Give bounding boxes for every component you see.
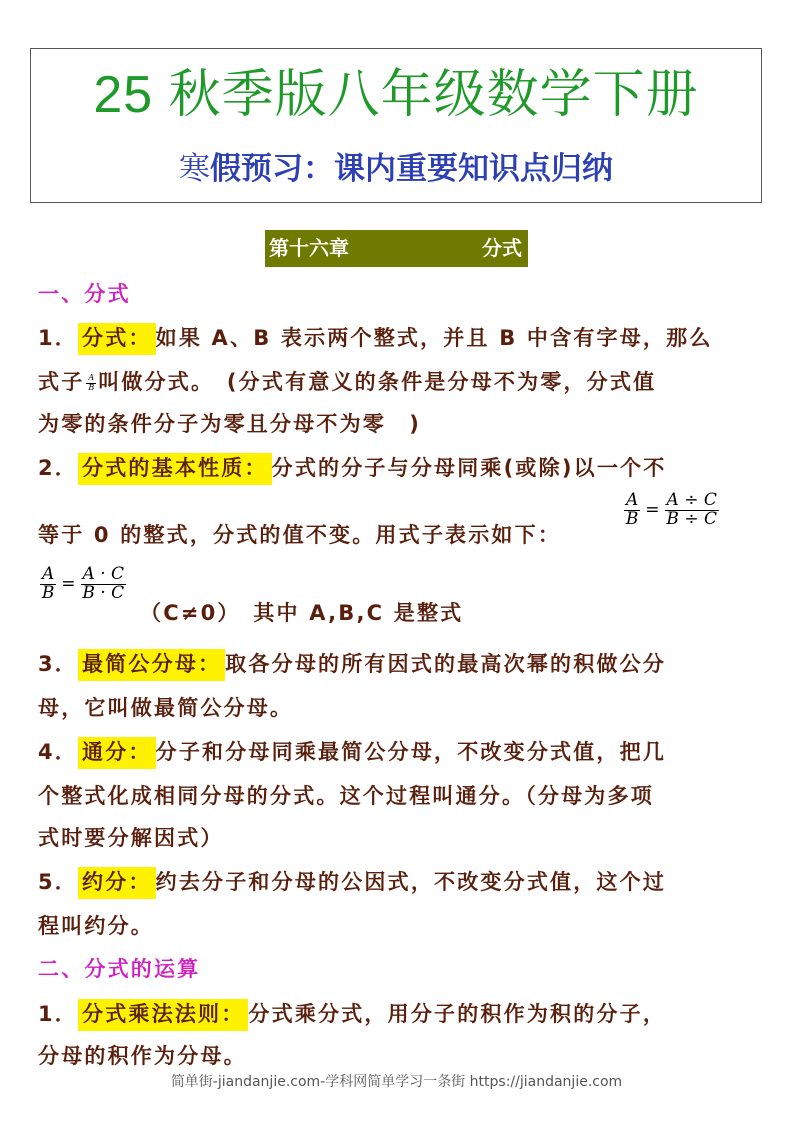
item4-number: 4． [38, 740, 79, 764]
frac-denominator: B [41, 582, 55, 603]
item1-text1: 如果 A、B 表示两个整式，并且 B 中含有字母，那么 [155, 326, 713, 350]
item1-line2 [38, 366, 656, 398]
item3-number: 3． [38, 652, 79, 676]
title-box [30, 48, 762, 203]
item6-number: 1． [38, 1002, 79, 1026]
page-footer: 简单街-jiandanjie.com-学科网简单学习一条街 https://jiandanjie.com [170, 1074, 623, 1090]
frac-denominator: B · C [82, 582, 125, 603]
section-heading-fractions: 一、分式 [38, 282, 131, 306]
item6-line2: 分母的积作为分母。 [38, 1044, 247, 1068]
item2-number: 2． [38, 456, 79, 480]
item1-line1 [38, 322, 713, 354]
tiny-frac-numerator: A [88, 373, 95, 383]
frac-denominator: B ÷ C [666, 508, 717, 529]
equals-sign: = [645, 500, 660, 521]
item1-line3: 为零的条件分子为零且分母不为零 ) [38, 412, 421, 436]
tiny-fraction-a-over-b [86, 374, 96, 392]
frac-a-over-b [40, 566, 56, 603]
item3-text1: 取各分母的所有因式的最高次幂的积做公分 [225, 652, 667, 676]
frac-adivc-over-bdivc [665, 492, 719, 529]
item6-label: 分式乘法法则： [78, 999, 248, 1031]
item3-line2: 母，它叫做最简公分母。 [38, 696, 294, 720]
chapter-name: 分式 [482, 236, 522, 260]
item5-line2: 程叫约分。 [38, 914, 154, 938]
item4-line3: 式时要分解因式） [38, 826, 224, 850]
item1-text2-post: 叫做分式。 (分式有意义的条件是分母不为零，分式值 [98, 370, 657, 394]
item4-text1: 分子和分母同乘最简公分母，不改变分式值，把几 [155, 740, 667, 764]
subtitle-first-char: 寒 [179, 151, 210, 187]
chapter-number: 第十六章 [269, 236, 349, 260]
frac-numerator: A [626, 490, 639, 510]
tiny-frac-denominator: B [88, 382, 95, 392]
item1-label: 分式： [78, 323, 156, 355]
item5-label: 约分： [78, 867, 156, 899]
frac-denominator: B [625, 508, 639, 529]
item1-number: 1． [38, 326, 79, 350]
item2-line1 [38, 452, 666, 484]
item4-line2: 个整式化成相同分母的分式。这个过程叫通分。（分母为多项 [38, 784, 654, 808]
item2-text1: 分式的分子与分母同乘(或除)以一个不 [271, 456, 667, 480]
item5-text1: 约去分子和分母的公因式，不改变分式值，这个过 [155, 870, 667, 894]
item3-label: 最简公分母： [78, 649, 225, 681]
subtitle-rest: 假预习：课内重要知识点归纳 [210, 151, 613, 187]
item2-label: 分式的基本性质： [78, 453, 272, 485]
formula-division [624, 492, 719, 529]
frac-numerator: A ÷ C [666, 490, 717, 510]
item4-line1 [38, 736, 666, 768]
frac-amulc-over-bmulc [81, 566, 127, 603]
page-subtitle [31, 149, 761, 189]
equals-sign: = [61, 574, 76, 595]
frac-numerator: A · C [82, 564, 125, 584]
section-heading-operations: 二、分式的运算 [38, 957, 201, 981]
frac-a-over-b [624, 492, 640, 529]
item5-number: 5． [38, 870, 79, 894]
item6-text1: 分式乘分式，用分子的积作为积的分子， [248, 1002, 667, 1026]
item6-line1 [38, 998, 666, 1030]
item5-line1 [38, 866, 666, 898]
item3-line1 [38, 648, 666, 680]
page-title: 25 秋季版八年级数学下册 [93, 66, 699, 124]
item4-label: 通分： [78, 737, 156, 769]
formula-multiplication [40, 566, 126, 603]
item2-line3: （C≠0） 其中 A,B,C 是整式 [140, 601, 464, 625]
chapter-banner [265, 230, 528, 267]
item1-text2-pre: 式子 [38, 370, 85, 394]
frac-numerator: A [42, 564, 55, 584]
item2-line2: 等于 0 的整式，分式的值不变。用式子表示如下： [38, 523, 562, 547]
